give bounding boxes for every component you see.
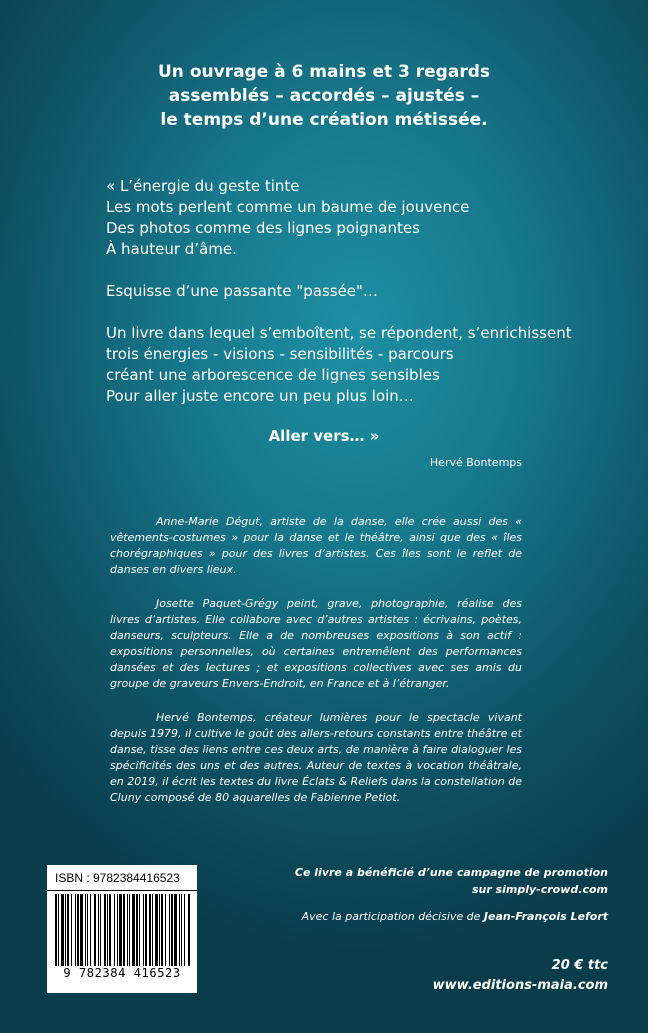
barcode-bar xyxy=(65,894,66,966)
headline-line: assemblés – accordés – ajustés – xyxy=(168,86,480,106)
barcode-bar xyxy=(80,894,83,966)
participation-line xyxy=(268,908,608,925)
headline-line: le temps d’une création métissée. xyxy=(160,110,488,130)
barcode-bar xyxy=(139,894,140,966)
barcode-bar xyxy=(161,894,163,966)
poem-line: créant une arborescence de lignes sensibles xyxy=(106,366,440,384)
barcode-bar xyxy=(129,894,130,966)
participation-prefix: Avec la participation décisive de xyxy=(301,910,484,923)
bio-josette-paquet-gregy: Josette Paquet-Grégy peint, grave, photographie, réalise des livres d’artistes. Elle collabore avec d’autres artistes : écrivains, poètes, danseurs, sculpteurs. Elle a de nombreuses expositions à son actif : expositions personnelles, où certaines entremêlent des performances dansées et des lectures ; et expositions collectives avec ses amis du groupe de graveurs Envers-Endroit, en France et à l’étranger. xyxy=(110,597,522,690)
poem-line: Les mots perlent comme un baume de jouvence xyxy=(106,198,470,216)
poem-line: Des photos comme des lignes poignantes xyxy=(106,219,420,237)
barcode-bar xyxy=(85,894,86,966)
poem-stanza-1 xyxy=(106,176,546,260)
bio-herve-bontemps: Hervé Bontemps, créateur lumières pour le spectacle vivant depuis 1979, il cultive le goût des allers-retours constants entre théâtre et danse, tisse des liens entre ces deux arts, de manière à faire dialoguer les spécificités des uns et des autres. Auteur de textes à vocation théâtrale, en 2019, il écrit les textes du livre Éclats & Reliefs dans la constellation de Cluny composé de 80 aquarelles de Fabienne Petiot. xyxy=(110,711,522,804)
barcode-bar xyxy=(90,894,91,966)
headline xyxy=(0,60,648,132)
poem-line: trois énergies - visions - sensibilités - parcours xyxy=(106,345,454,363)
barcode-bar xyxy=(143,894,144,966)
barcode-bar xyxy=(136,894,138,966)
barcode-bar xyxy=(127,894,128,966)
barcode-bar xyxy=(67,894,69,966)
barcode-bar xyxy=(117,894,118,966)
barcode-bar xyxy=(61,894,64,966)
poem-line: Pour aller juste encore un peu plus loin… xyxy=(106,387,414,405)
poem-closing: Aller vers… » xyxy=(268,427,380,445)
barcode-bar xyxy=(155,894,158,966)
barcode-bar xyxy=(114,894,115,966)
barcode-bar xyxy=(109,894,111,966)
barcode-bar xyxy=(55,894,57,966)
headline-line: Un ouvrage à 6 mains et 3 regards xyxy=(158,62,490,82)
poem-line: « L’énergie du geste tinte xyxy=(106,177,300,195)
poem-line: Esquisse d’une passante "passée"… xyxy=(106,282,378,300)
poem-stanza-3 xyxy=(106,323,572,407)
promo-line-1: Ce livre a bénéficié d’une campagne de promotion xyxy=(294,866,608,879)
barcode-bar xyxy=(94,894,96,966)
barcode-bar xyxy=(145,894,147,966)
barcode-bar xyxy=(100,894,101,966)
barcode-bar xyxy=(171,894,173,966)
barcode-bar xyxy=(165,894,166,966)
barcode-bar xyxy=(169,894,170,966)
barcode-bar xyxy=(132,894,135,966)
barcode-bar xyxy=(152,894,153,966)
barcode-bar xyxy=(104,894,106,966)
barcode-bar xyxy=(188,894,190,966)
website: www.editions-maia.com xyxy=(432,978,608,993)
price-block xyxy=(433,956,608,996)
barcode-bar xyxy=(159,894,160,966)
isbn-label: ISBN : 9782384416523 xyxy=(47,869,197,891)
barcode-bar xyxy=(123,894,125,966)
author-bios xyxy=(110,514,522,824)
barcode-bar xyxy=(107,894,108,966)
poem-line: Un livre dans lequel s’emboîtent, se répondent, s’enrichissent xyxy=(106,324,572,342)
barcode-digits: 9 782384 416523 xyxy=(63,966,181,980)
barcode-bar xyxy=(71,894,72,966)
participation-name: Jean-François Lefort xyxy=(483,910,608,923)
barcode-bar xyxy=(77,894,79,966)
promo-block xyxy=(268,864,608,925)
poem-signature: Hervé Bontemps xyxy=(429,456,522,469)
barcode-bar xyxy=(75,894,76,966)
barcode-bar xyxy=(87,894,88,966)
isbn-barcode xyxy=(47,865,197,993)
barcode-bar xyxy=(119,894,122,966)
barcode-bar xyxy=(179,894,180,966)
poem-line: À hauteur d’âme. xyxy=(106,240,237,258)
poem-stanza-2 xyxy=(106,281,546,302)
price: 20 € ttc xyxy=(551,958,608,973)
barcode-bar xyxy=(181,894,182,966)
bio-anne-marie-degut: Anne-Marie Dégut, artiste de la danse, elle crée aussi des « vêtements-costumes » pour la danse et le théâtre, ainsi que des « îles chorégraphiques » pour des livres d’artistes. Ces îles sont le reflet de danses en divers lieux. xyxy=(110,515,522,576)
barcode-bar xyxy=(174,894,177,966)
barcode-bar xyxy=(184,894,185,966)
barcode-bars xyxy=(53,894,191,966)
poem xyxy=(106,176,572,407)
barcode-bar xyxy=(58,894,59,966)
promo-line-2: sur simply-crowd.com xyxy=(471,883,608,896)
barcode-bar xyxy=(98,894,99,966)
barcode-bar xyxy=(149,894,151,966)
